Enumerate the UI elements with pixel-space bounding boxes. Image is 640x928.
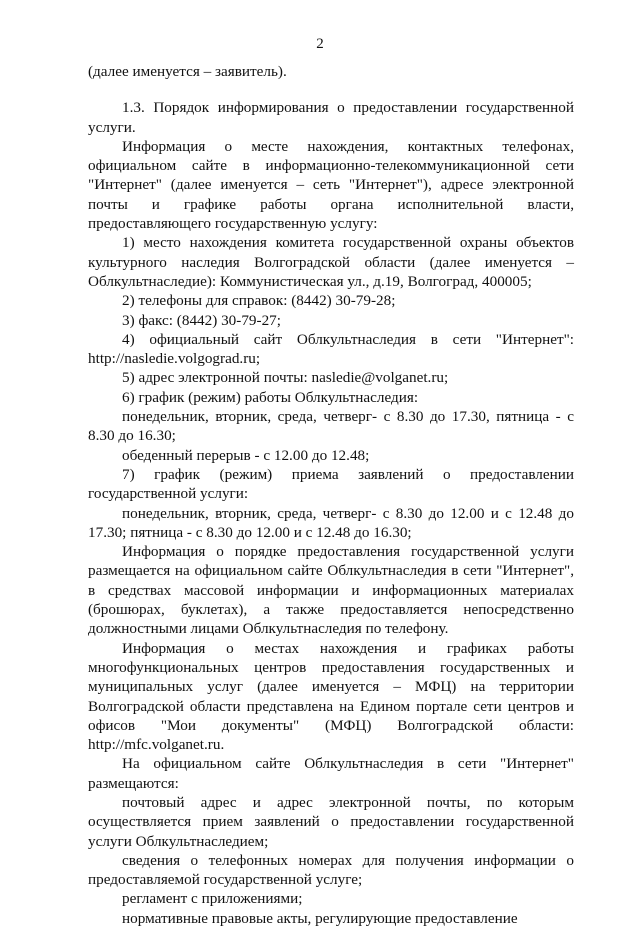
paragraph: (далее именуется – заявитель). — [88, 63, 287, 80]
list-item: 6) график (режим) работы Облкультнаследия: — [122, 388, 419, 406]
schedule-line: понедельник, вторник, среда, четверг- с 8.30 до 17.30, пятница - с 8.30 до 16.30; — [88, 408, 574, 445]
paragraph: Информация о порядке предоставления государственной услуги размещается на официальном сайте Облкультнаследия в сети "Интернет", в средствах массовой информации и информационных материалах (брошюрах, буклетах), а также предоставляется непосредственно должностными лицами Облкультнаследия по телефону. — [88, 543, 574, 638]
list-item: 4) официальный сайт Облкультнаследия в сети "Интернет": http://nasledie.volgograd.ru; — [88, 330, 574, 368]
list-item: 1) место нахождения комитета государственной охраны объектов культурного наследия Волгоградской области (далее именуется – Облкультнаследие): Коммунистическая ул., д.19, Волгоград, 400005; — [88, 234, 574, 290]
schedule-line: обеденный перерыв - с 12.00 до 12.48; — [122, 446, 370, 464]
paragraph: Информация о местах нахождения и графиках работы многофункциональных центров предоставления государственных и муниципальных услуг (далее именуется – МФЦ) на территории Волгоградской области представлена на Едином портале сети центров и офисов "Мои документы" (МФЦ) Волгоградской области: http://mfc.volganet.ru. — [88, 639, 574, 754]
page-number: 2 — [316, 36, 324, 52]
paragraph: На официальном сайте Облкультнаследия в сети "Интернет" размещаются: — [88, 755, 574, 792]
list-item: 7) график (режим) приема заявлений о предоставлении государственной услуги: — [88, 465, 574, 503]
list-item: регламент с приложениями; — [122, 890, 303, 908]
list-item: 3) факс: (8442) 30-79-27; — [122, 311, 281, 329]
section-heading: 1.3. Порядок информирования о предоставлении государственной услуги. — [88, 99, 574, 136]
document-body — [88, 62, 574, 928]
list-item: нормативные правовые акты, регулирующие предоставление — [122, 909, 518, 927]
list-item: 5) адрес электронной почты: nasledie@volganet.ru; — [122, 369, 449, 387]
list-item: почтовый адрес и адрес электронной почты, по которым осуществляется прием заявлений о предоставлении государственной услуги Облкультнаследием; — [88, 793, 574, 850]
list-item: 2) телефоны для справок: (8442) 30-79-28; — [122, 292, 396, 310]
schedule-line: понедельник, вторник, среда, четверг- с 8.30 до 12.00 и с 12.48 до 17.30; пятница - с 8.30 до 12.00 и с 12.48 до 16.30; — [88, 504, 574, 541]
paragraph: Информация о месте нахождения, контактных телефонах, официальном сайте в информационно-телекоммуникационной сети "Интернет" (далее именуется – сеть "Интернет"), адресе электронной почты и графике работы органа исполнительной власти, предоставляющего государственную услугу: — [88, 137, 574, 233]
list-item: сведения о телефонных номерах для получения информации о предоставляемой государственной услуге; — [88, 851, 574, 889]
